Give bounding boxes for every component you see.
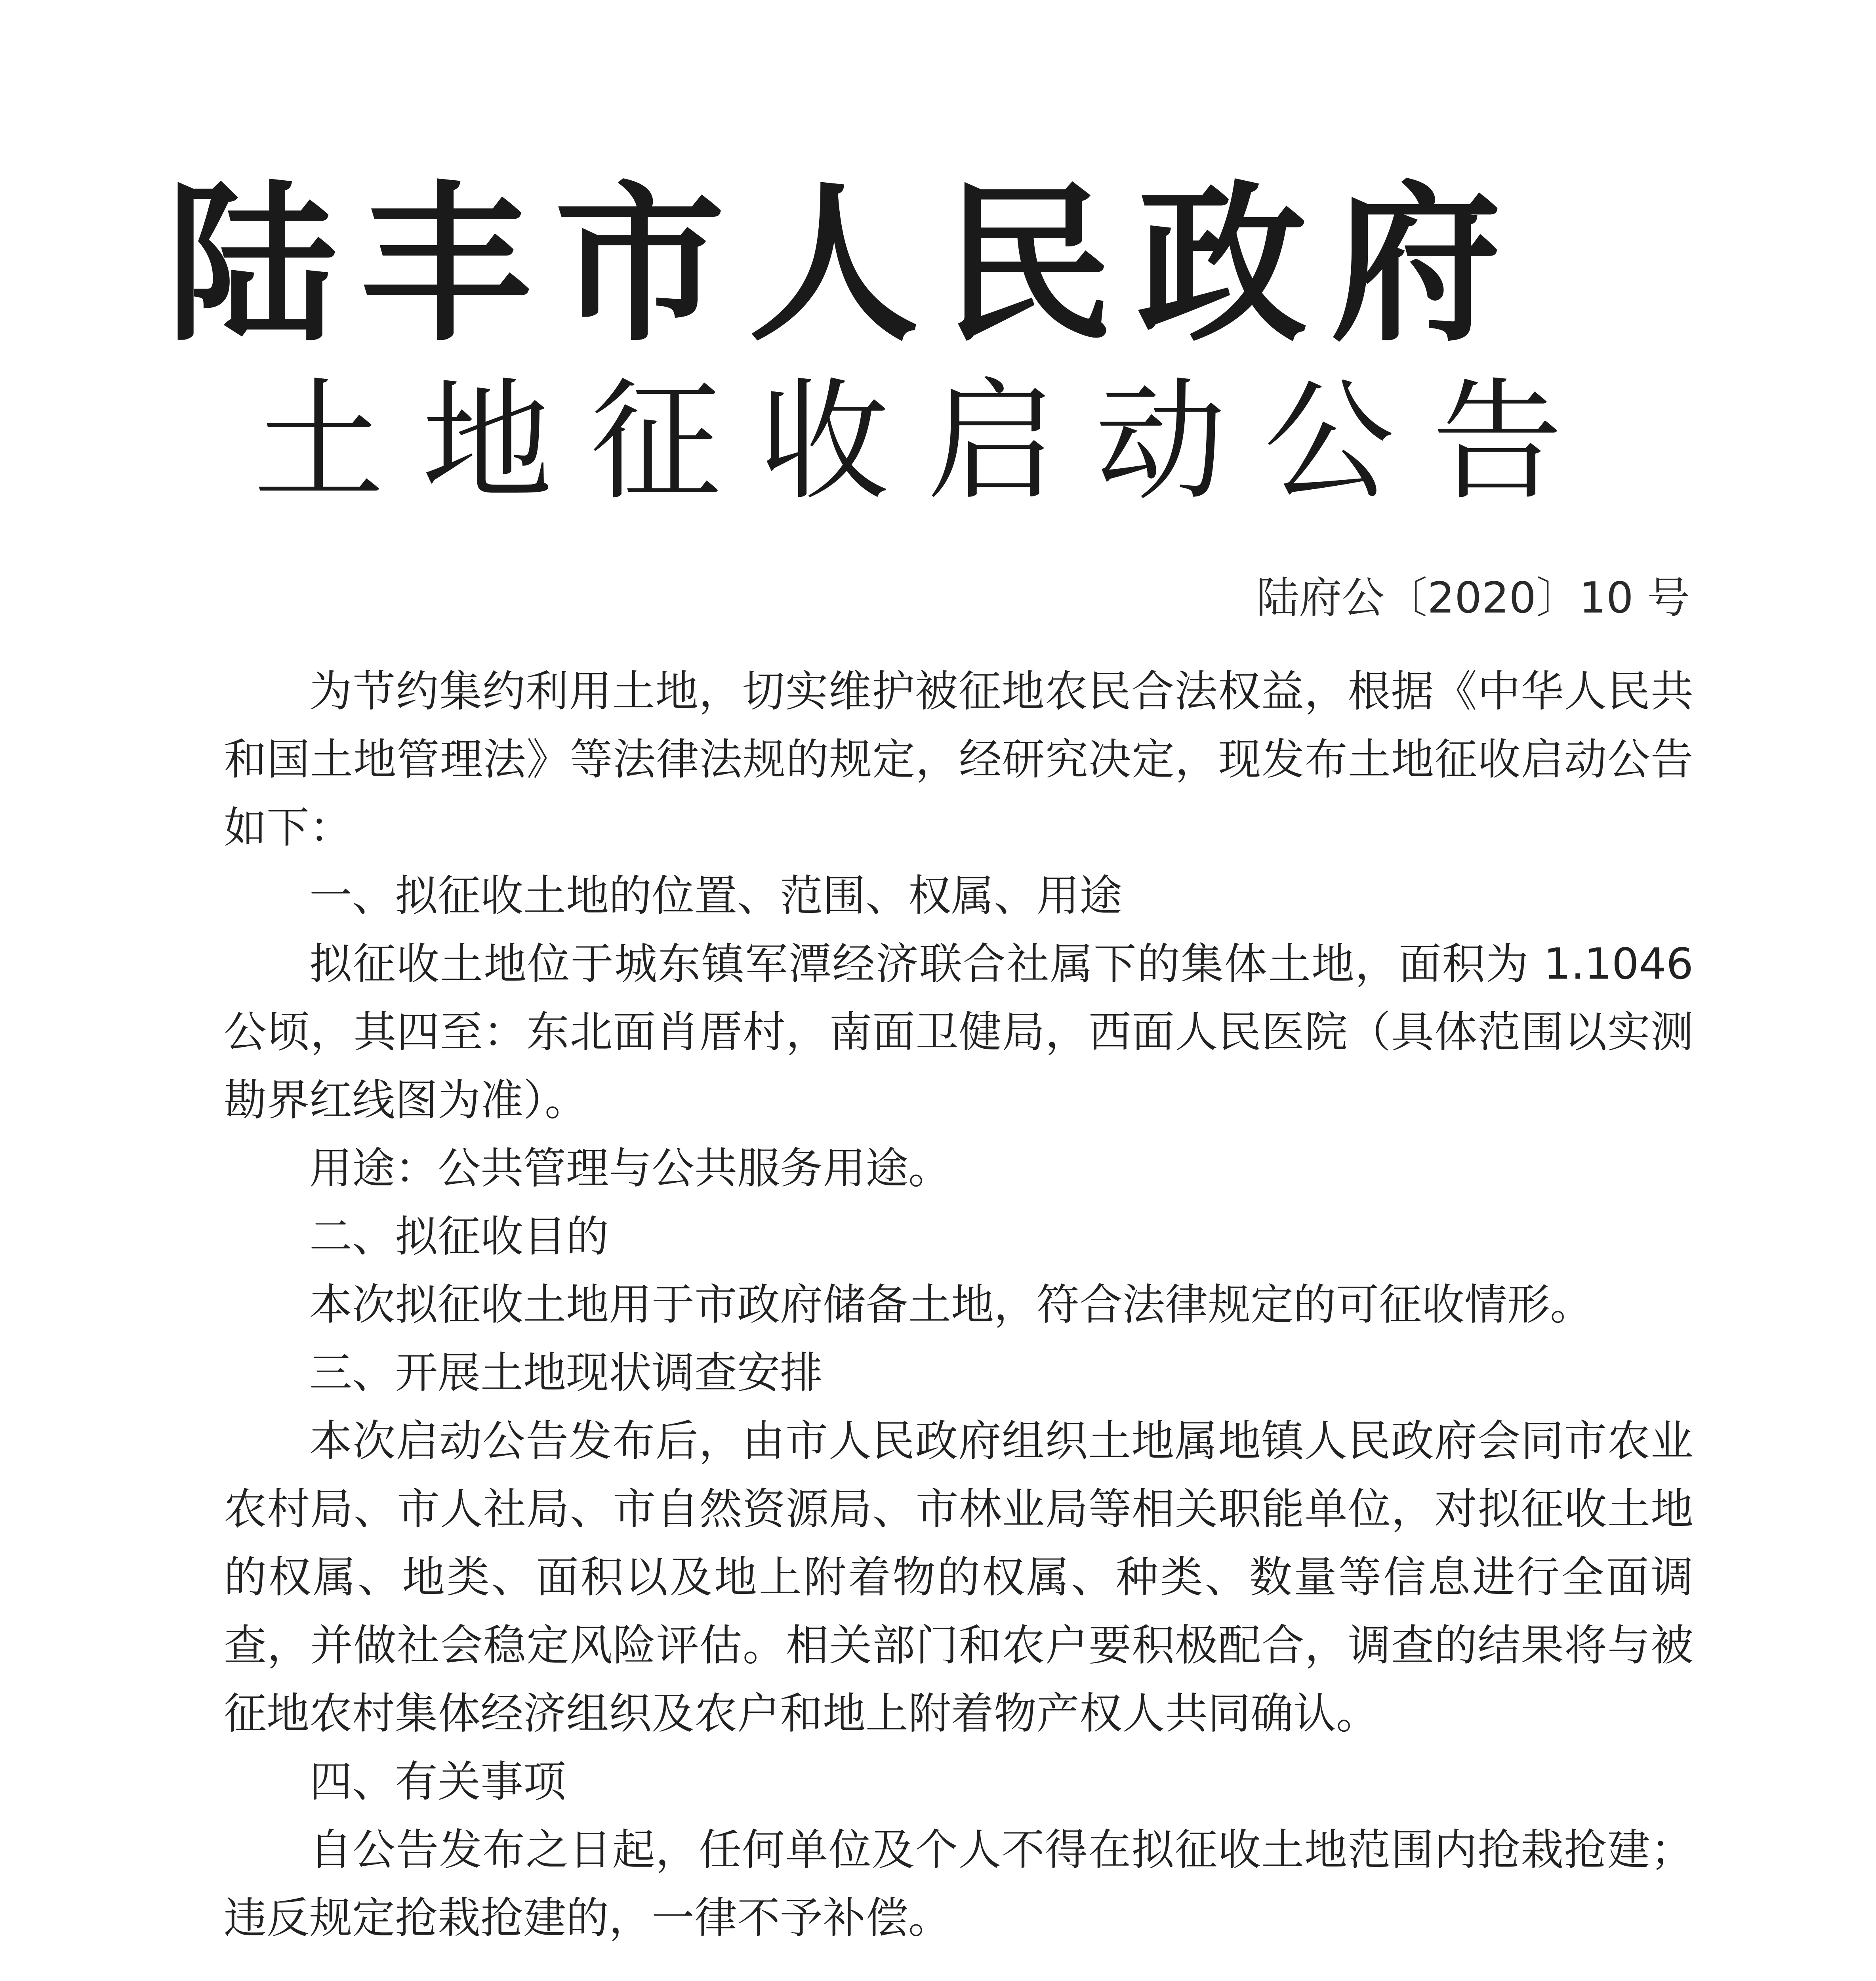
usage-paragraph: 用途：公共管理与公共服务用途。: [309, 1144, 951, 1193]
section-heading-survey: 三、开展土地现状调查安排: [309, 1348, 823, 1398]
section-heading-purpose: 二、拟征收目的: [309, 1212, 609, 1262]
page-title: 陆丰市人民政府: [166, 166, 1525, 365]
document-number: 陆府公〔2020〕10 号: [1256, 573, 1690, 623]
matters-paragraph: 自公告发布之日起，任何单位及个人不得在拟征收土地范围内抢栽抢建；违反规定抢栽抢建的，一律不予补偿。: [224, 1825, 1693, 1943]
page-subtitle: 土地征收启动公告: [254, 366, 1600, 518]
section-heading-matters: 四、有关事项: [309, 1757, 566, 1807]
intro-paragraph: 为节约集约利用土地，切实维护被征地农民合法权益，根据《中华人民共和国土地管理法》等法律法规的规定，经研究决定，现发布土地征收启动公告如下：: [224, 667, 1693, 853]
location-paragraph: 拟征收土地位于城东镇军潭经济联合社属下的集体土地，面积为 1.1046 公顷，其四至：东北面肖厝村，南面卫健局，西面人民医院（具体范围以实测勘界红线图为准）。: [224, 939, 1693, 1125]
notice-body: [224, 658, 1693, 1952]
purpose-paragraph: 本次拟征收土地用于市政府储备土地，符合法律规定的可征收情形。: [309, 1280, 1593, 1330]
section-heading-location: 一、拟征收土地的位置、范围、权属、用途: [309, 871, 1123, 921]
survey-paragraph: 本次启动公告发布后，由市人民政府组织土地属地镇人民政府会同市农业农村局、市人社局、市自然资源局、市林业局等相关职能单位，对拟征收土地的权属、地类、面积以及地上附着物的权属、种类、数量等信息进行全面调查，并做社会稳定风险评估。相关部门和农户要积极配合，调查的结果将与被征地农村集体经济组织及农户和地上附着物产权人共同确认。: [224, 1416, 1693, 1739]
